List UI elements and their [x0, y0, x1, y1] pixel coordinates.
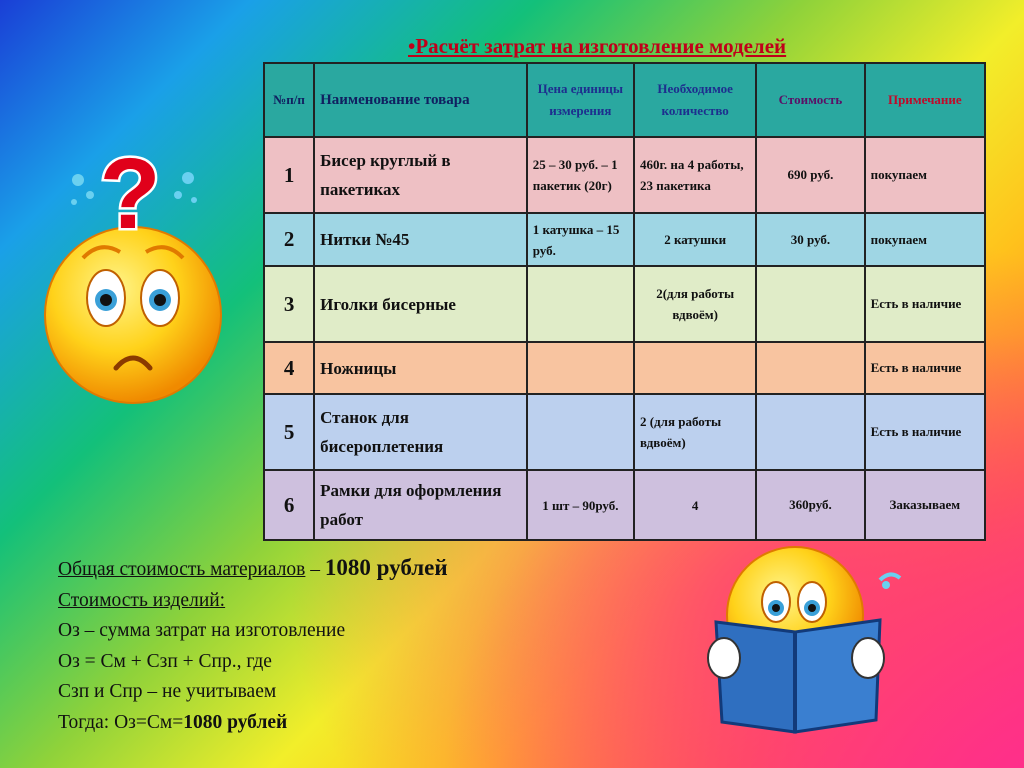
slide-title: •Расчёт затрат на изготовление моделей — [408, 34, 787, 58]
row-note: Есть в наличие — [865, 266, 985, 342]
table-row — [264, 213, 985, 266]
row-qty — [634, 342, 756, 394]
confused-smiley-question-icon — [38, 140, 228, 410]
header-qty: Необходимое количество — [634, 63, 756, 137]
total-dash: – — [305, 559, 325, 580]
summary-block — [58, 553, 448, 738]
then-prefix: Тогда: Оз=См= — [58, 711, 184, 733]
row-note: Заказываем — [865, 470, 985, 540]
header-note: Примечание — [865, 63, 985, 137]
row-name: Ножницы — [314, 342, 527, 394]
row-price: 25 – 30 руб. – 1 пакетик (20г) — [527, 137, 634, 213]
row-price: 1 шт – 90руб. — [527, 470, 634, 540]
row-num: 6 — [264, 470, 314, 540]
row-cost: 30 руб. — [756, 213, 864, 266]
oz-definition: Оз – сумма затрат на изготовление — [58, 620, 346, 641]
table-row — [264, 394, 985, 470]
row-note: покупаем — [865, 213, 985, 266]
row-num: 4 — [264, 342, 314, 394]
row-cost — [756, 394, 864, 470]
cost-table — [263, 62, 986, 541]
row-num: 1 — [264, 137, 314, 213]
then-line — [58, 708, 448, 739]
row-name: Нитки №45 — [314, 213, 527, 266]
table-row — [264, 470, 985, 540]
table-row — [264, 342, 985, 394]
row-qty: 2 катушки — [634, 213, 756, 266]
oz-formula: Оз = См + Сзп + Спр., где — [58, 650, 272, 672]
row-note: Есть в наличие — [865, 342, 985, 394]
row-cost: 690 руб. — [756, 137, 864, 213]
products-label: Стоимость изделий: — [58, 589, 226, 611]
ignore-line: Сзп и Спр – не учитываем — [58, 681, 277, 702]
row-price: 1 катушка – 15 руб. — [527, 213, 634, 266]
total-line — [58, 553, 448, 586]
svg-text:?: ? — [99, 140, 161, 250]
then-value: 1080 рублей — [183, 711, 288, 733]
row-name: Станок для бисероплетения — [314, 394, 527, 470]
row-name: Бисер круглый в пакетиках — [314, 137, 527, 213]
row-qty: 2 (для работы вдвоём) — [634, 394, 756, 470]
header-name: Наименование товара — [314, 63, 527, 137]
row-price — [527, 394, 634, 470]
row-qty: 4 — [634, 470, 756, 540]
row-price — [527, 342, 634, 394]
table-row — [264, 266, 985, 342]
row-qty: 2(для работы вдвоём) — [634, 266, 756, 342]
row-note: покупаем — [865, 137, 985, 213]
table-row — [264, 137, 985, 213]
row-num: 2 — [264, 213, 314, 266]
row-cost — [756, 266, 864, 342]
reading-book-smiley-icon — [700, 540, 910, 740]
row-note: Есть в наличие — [865, 394, 985, 470]
header-num: №п/п — [264, 63, 314, 137]
total-value: 1080 рублей — [324, 555, 448, 580]
row-name: Рамки для оформления работ — [314, 470, 527, 540]
row-price — [527, 266, 634, 342]
row-qty: 460г. на 4 работы, 23 пакетика — [634, 137, 756, 213]
header-price: Цена единицы измерения — [527, 63, 634, 137]
total-label: Общая стоимость материалов — [58, 559, 306, 580]
header-cost: Стоимость — [756, 63, 864, 137]
row-num: 3 — [264, 266, 314, 342]
row-num: 5 — [264, 394, 314, 470]
table-header-row — [264, 63, 985, 137]
row-name: Иголки бисерные — [314, 266, 527, 342]
row-cost — [756, 342, 864, 394]
row-cost: 360руб. — [756, 470, 864, 540]
